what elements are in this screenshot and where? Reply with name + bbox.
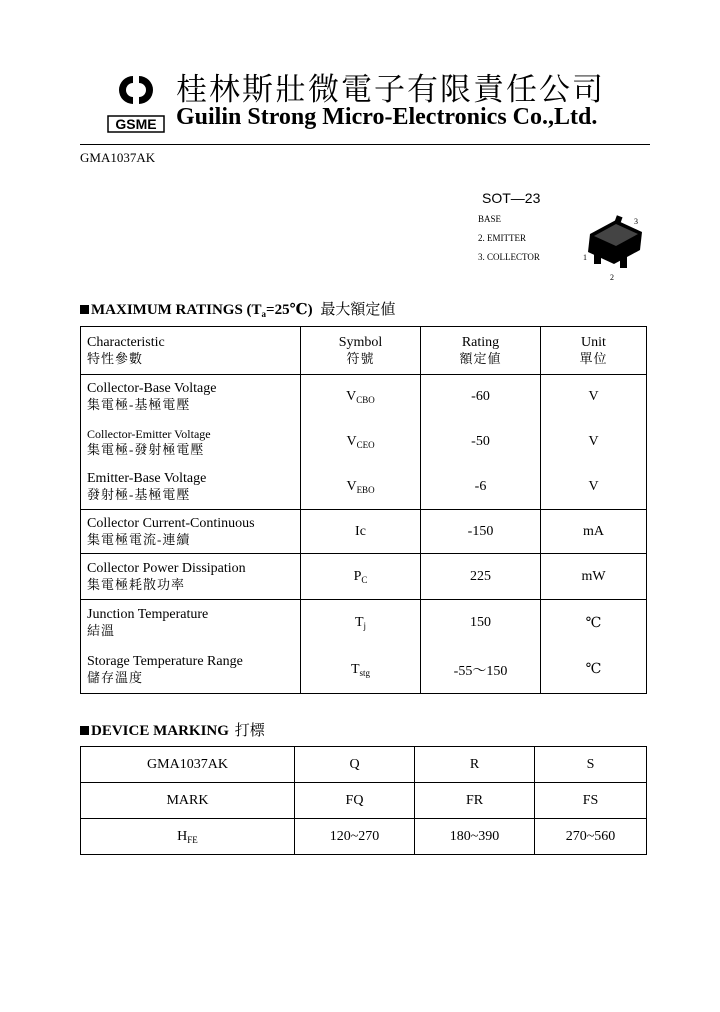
- header-rule: [80, 144, 650, 145]
- table-header-row: [81, 327, 647, 375]
- pin-number-2: 2: [610, 273, 614, 282]
- package-name: SOT—23: [482, 190, 541, 206]
- header-characteristic-cn: 特性參數: [87, 350, 144, 366]
- bullet-square-icon: [80, 305, 89, 314]
- pin-emitter: 2. EMITTER: [478, 233, 526, 243]
- header-unit: Unit: [581, 334, 606, 350]
- company-name-en: Guilin Strong Micro-Electronics Co.,Ltd.: [176, 104, 598, 130]
- hfe-label: $H_{FE}$: [81, 819, 295, 855]
- logo-text: GSME: [115, 116, 157, 132]
- device-marking-title: DEVICE MARKING 打標: [80, 719, 265, 740]
- marking-hfe-row: $H_{FE}$ 120~270 180~390 270~560: [81, 819, 647, 855]
- table-row: Collector-Base Voltage 集電極-基極電壓 $V_{CBO}$ -60 V: [81, 375, 647, 420]
- table-row: Storage Temperature Range 儲存溫度 $T_{stg}$ -55～150 ℃: [81, 647, 647, 694]
- pin-base: BASE: [478, 214, 502, 224]
- bullet-square-icon: [80, 726, 89, 735]
- header-rating: Rating: [461, 334, 500, 350]
- header-unit-cn: 單位: [579, 350, 608, 366]
- part-number: GMA1037AK: [80, 150, 156, 165]
- table-row: Collector Power Dissipation 集電極耗散功率 $P_C$ 225 mW: [81, 554, 647, 600]
- table-row: Junction Temperature 結溫 $T_j$ 150 ℃: [81, 600, 647, 647]
- pin-number-1: 1: [583, 253, 587, 262]
- header-characteristic: Characteristic: [87, 334, 165, 350]
- marking-mark-row: MARK FQ FR FS: [81, 783, 647, 819]
- table-row: Emitter-Base Voltage 發射極-基極電壓 $V_{EBO}$ -6 V: [81, 465, 647, 510]
- sot23-package-drawing: [580, 212, 650, 284]
- marking-header-row: GMA1037AK Q R S: [81, 747, 647, 783]
- company-logo: [104, 70, 168, 134]
- pin-number-3: 3: [634, 217, 638, 226]
- max-ratings-table: [80, 326, 647, 694]
- header-rating-cn: 額定値: [459, 350, 502, 366]
- company-name-cn: 桂林斯壯微電子有限責任公司: [176, 72, 605, 107]
- pin-collector: 3. COLLECTOR: [478, 252, 540, 262]
- device-marking-table: [80, 746, 647, 855]
- table-row: Collector-Emitter Voltage 集電極-發射極電壓 $V_{CEO}$ -50 V: [81, 420, 647, 465]
- table-row: Collector Current-Continuous 集電極電流-連續 Ic -150 mA: [81, 510, 647, 554]
- header-symbol: Symbol: [338, 334, 383, 350]
- max-ratings-title: MAXIMUM RATINGS $(T_a=25℃)$ 最大額定値: [80, 298, 395, 319]
- header-symbol-cn: 符號: [346, 350, 375, 366]
